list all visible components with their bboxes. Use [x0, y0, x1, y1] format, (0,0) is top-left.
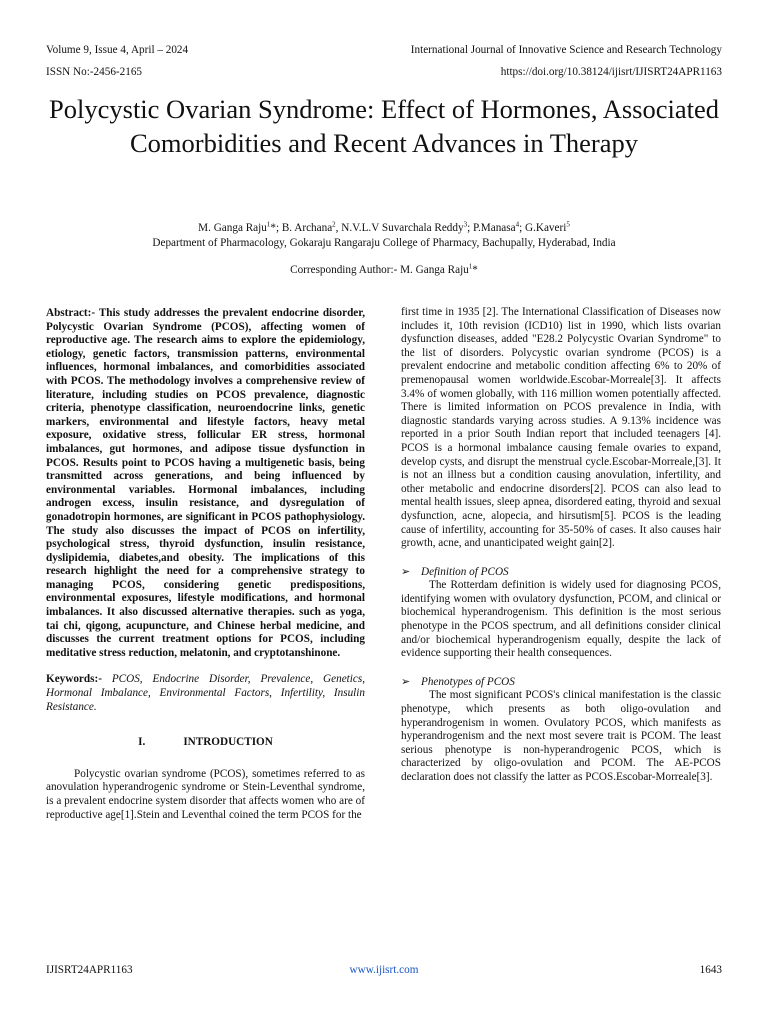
author-1: M. Ganga Raju: [198, 222, 267, 234]
corresponding-author: [40, 264, 728, 276]
arrow-bullet-icon: ➢: [401, 565, 411, 578]
subheading-definition-text: Definition of PCOS: [421, 565, 509, 578]
footer-article-id: IJISRT24APR1163: [46, 964, 133, 976]
section-title: INTRODUCTION: [183, 736, 273, 749]
author-4-sup: 4: [515, 220, 520, 229]
journal-name: International Journal of Innovative Science and Research Technology: [410, 44, 722, 56]
corresponding-label: Corresponding Author:- M. Ganga Raju: [290, 264, 469, 276]
subheading-phenotypes-text: Phenotypes of PCOS: [421, 675, 515, 688]
footer-website-link[interactable]: www.ijisrt.com: [349, 964, 419, 976]
subheading-definition: [401, 566, 721, 580]
abstract-label: Abstract:-: [46, 307, 96, 319]
author-block: [40, 221, 728, 251]
section-number: I.: [138, 736, 146, 749]
right-column: [401, 306, 721, 785]
subheading-phenotypes: [401, 676, 721, 690]
author-5: ; G.Kaveri: [519, 222, 567, 234]
keywords-text: PCOS, Endocrine Disorder, Prevalence, Genetics, Hormonal Imbalance, Environmental Factors, Infertility, Insulin Resistance.: [46, 673, 365, 713]
issn: ISSN No:-2456-2165: [46, 66, 143, 78]
affiliation: Department of Pharmacology, Gokaraju Rangaraju College of Pharmacy, Bachupally, Hyderabad, India: [152, 237, 616, 249]
author-4: ; P.Manasa: [467, 222, 516, 234]
keywords: [46, 673, 365, 714]
author-1-sup: 1: [266, 220, 271, 229]
keywords-label: Keywords:-: [46, 673, 102, 686]
left-column: [46, 307, 365, 822]
author-list: [40, 221, 728, 236]
author-2-sup: 2: [332, 220, 336, 229]
corresponding-sup: 1: [468, 262, 473, 271]
doi-link[interactable]: https://doi.org/10.38124/ijisrt/IJISRT24APR1163: [500, 66, 722, 78]
arrow-bullet-icon: ➢: [401, 675, 411, 688]
section-heading-introduction: [46, 736, 365, 750]
definition-paragraph: The Rotterdam definition is widely used for diagnosing PCOS, identifying women with ovulatory dysfunction, PCOM, and clinical or biochemical hyperandrogenism. This definition is the most serious phenotype in the PCOS spectrum, and all definitions consider clinical and/or biochemical hyperandrogenism equally, despite the lack of evidence supporting their health consequences.: [401, 579, 721, 660]
phenotypes-paragraph: The most significant PCOS's clinical manifestation is the classic phenotype, which presents as both oligo-ovulation and hyperandrogenism in women. Ovulatory PCOS, which manifests as hyperandrogenism and the next most severe trait is PCOM. The least serious phenotype is non-hyperandrogenic PCOS, which is characterized by oligo-ovulation and PCOM. The AE-PCOS declaration does not classify the latter as PCOS.Escobar-Morreale[3].: [401, 689, 721, 783]
abstract: [46, 307, 365, 660]
author-3-sup: 3: [463, 220, 468, 229]
corresponding-star: *: [472, 264, 478, 276]
author-3: , N.V.L.V Suvarchala Reddy: [335, 222, 464, 234]
abstract-text: This study addresses the prevalent endocrine disorder, Polycystic Ovarian Syndrome (PCOS), affecting women of reproductive age. The research aims to explore the epidemiology, etiology, genetic factors, transmission patterns, environmental influences, hormonal imbalances, and comorbidities associated with PCOS. The methodology involves a comprehensive review of literature, including studies on PCOS prevalence, diagnostic criteria, phenotype classification, neuroendocrine links, genetic markers, environmental and lifestyle factors, heavy metal exposure, oxidative stress, follicular ER stress, hormonal imbalances, gut hormones, and adipose tissue dysfunction in PCOS. Results point to PCOS having a multigenetic basis, being transmitted across generations, and being influenced by environmental variables. Hormonal imbalances, including androgen excess, insulin resistance, and dysregulation of gonadotropin hormones, are significant in PCOS pathophysiology. The study also discusses the impact of PCOS on infertility, psychological stress, thyroid dysfunction, insulin resistance, dyslipidemia, diabetes,and obesity. The implications of this research highlight the need for a comprehensive strategy to managing PCOS, considering genetic predispositions, environmental exposures, lifestyle modifications, and hormonal imbalances. It also discussed alternative therapies. such as yoga, tai chi, qigong, acupuncture, and Chinese herbal medicine, and discusses the current treatment options for PCOS, including meditative stress reduction, melatonin, and cryptotanshinone.: [46, 307, 365, 659]
author-2: *; B. Archana: [270, 222, 333, 234]
intro-paragraph: Polycystic ovarian syndrome (PCOS), sometimes referred to as anovulation hyperandrogenic syndrome or Stein-Leventhal syndrome, is a prevalent endocrine system disorder that affects women who are of reproductive age[1].Stein and Leventhal coined the term PCOS for the: [46, 767, 365, 821]
page-number: 1643: [699, 964, 722, 976]
intro-continued-paragraph: first time in 1935 [2]. The International Classification of Diseases now includes it, 10th revision (ICD10) list in 1990, which lists ovarian dysfunction diseases, added "E28.2 Polycystic Ovarian Syndrome" to the list of disorders. Polycystic ovarian syndrome (PCOS) is a prevalent endocrine and metabolic condition affecting 6% to 20% of premenopausal women worldwide.Escobar-Morreale[3]. It affects 3.4% of women globally, with 116 million women potentially affected. There is limited information on PCOS prevalence in India, with diagnostic standards varying across studies. A 9.13% incidence was reported in a prior South Indian report that included teenagers [4]. PCOS is a hormonal imbalance causing female ovaries to expand, develop cysts, and disrupt the menstrual cycle.Escobar-Morreale,[3]. It is not an illness but a condition causing anovulation, infertility, and other metabolic and endocrine disorders[2]. PCOS can also lead to mental health issues, sleep apnea, disordered eating, thyroid and sexual dysfunction, acne, alopecia, and hirsutism[5]. PCOS is the leading cause of infertility, accounting for 35-50% of cases. It also causes hair growth, acne, and unanticipated weight gain[2].: [401, 306, 721, 550]
paper-title: Polycystic Ovarian Syndrome: Effect of Hormones, Associated Comorbidities and Recent Advances in Therapy: [49, 94, 719, 158]
volume-info: Volume 9, Issue 4, April – 2024: [46, 44, 189, 56]
author-5-sup: 5: [566, 220, 570, 229]
